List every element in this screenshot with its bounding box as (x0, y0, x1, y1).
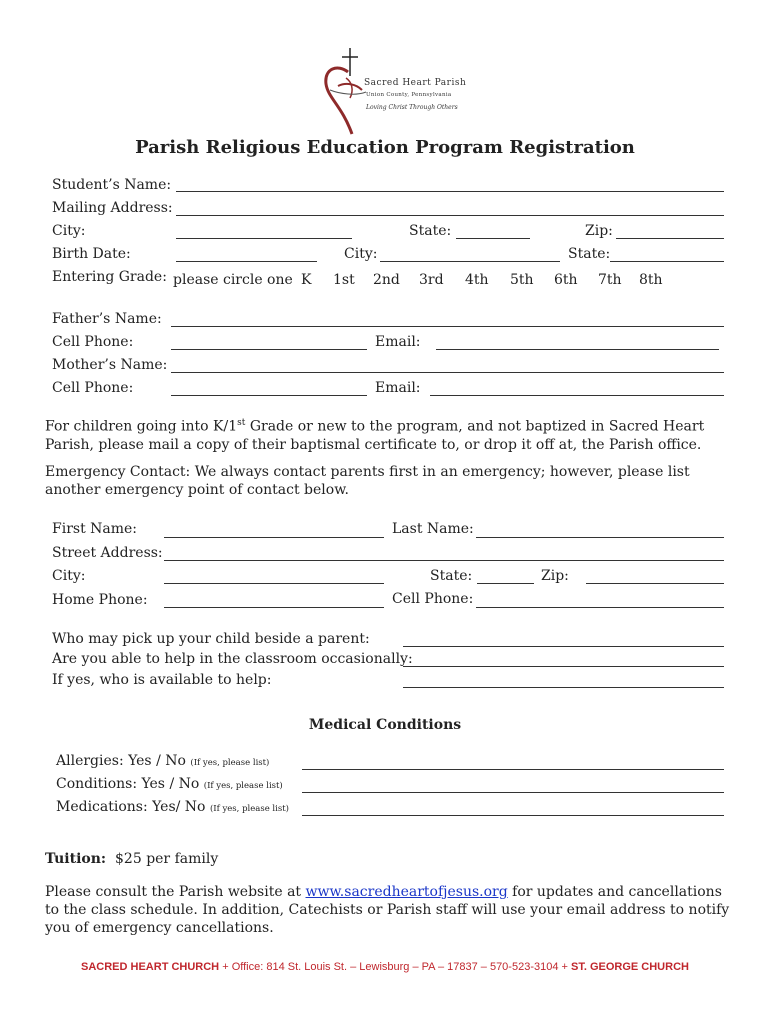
grade-hint: please circle one (173, 272, 293, 288)
student-city-label: City: (52, 223, 86, 239)
emergency-home-field[interactable] (164, 607, 384, 608)
grade-option[interactable]: 8th (639, 272, 663, 288)
medical-heading: Medical Conditions (308, 717, 462, 733)
emergency-street-field[interactable] (164, 560, 724, 561)
mother-name-label: Mother’s Name: (52, 357, 168, 373)
father-email-label: Email: (375, 334, 421, 350)
tuition-value: $25 per family (115, 851, 219, 867)
emergency-zip-label: Zip: (541, 568, 569, 584)
who-field[interactable] (403, 687, 724, 688)
allergies-label: Allergies: Yes / No (56, 753, 186, 769)
emergency-first-field[interactable] (164, 537, 384, 538)
emergency-note: Emergency Contact: We always contact parents first in an emergency; however, please list another emergency point of contact below. (45, 464, 690, 498)
father-email-field[interactable] (436, 349, 719, 350)
conditions-field[interactable] (302, 792, 724, 793)
student-zip-field[interactable] (616, 238, 724, 239)
emergency-cell-field[interactable] (476, 607, 724, 608)
who-question: If yes, who is available to help: (52, 672, 272, 688)
consult-paragraph: Please consult the Parish website at www.sacredheartofjesus.org for updates and cancellations to the class schedule. In addition, Catechists or Parish staff will use your email address to notify you of emergency cancellations. (45, 884, 730, 936)
father-name-field[interactable] (171, 326, 724, 327)
pickup-field[interactable] (403, 646, 724, 647)
emergency-city-label: City: (52, 568, 86, 584)
logo-location: Union County, Pennsylvania (366, 92, 452, 98)
birth-date-label: Birth Date: (52, 246, 131, 262)
medications-note: (If yes, please list) (209, 804, 289, 814)
birth-city-field[interactable] (380, 261, 560, 262)
page-title: Parish Religious Education Program Registration (135, 137, 635, 158)
parish-website-link[interactable]: www.sacredheartofjesus.org (305, 884, 508, 900)
medications-label: Medications: Yes/ No (56, 799, 206, 815)
parish-logo (316, 46, 466, 138)
footer-church1: SACRED HEART CHURCH (81, 961, 220, 973)
help-question: Are you able to help in the classroom occasionally: (52, 651, 413, 667)
allergies-row (56, 753, 269, 771)
mother-email-label: Email: (375, 380, 421, 396)
student-name-field[interactable] (176, 191, 724, 192)
logo-motto: Loving Christ Through Others (366, 104, 458, 111)
emergency-city-field[interactable] (164, 583, 384, 584)
grade-option[interactable]: 1st (333, 272, 355, 288)
baptism-note: For children going into K/1st Grade or new to the program, and not baptized in Sacred Heart Parish, please mail a copy of their baptismal certificate to, or drop it off at, the Parish office. (45, 418, 705, 453)
mailing-address-field[interactable] (176, 215, 724, 216)
grade-option[interactable]: 5th (510, 272, 534, 288)
emergency-state-field[interactable] (477, 583, 534, 584)
grade-option[interactable]: 3rd (419, 272, 444, 288)
mother-cell-label: Cell Phone: (52, 380, 134, 396)
emergency-first-label: First Name: (52, 521, 138, 537)
student-state-field[interactable] (456, 238, 530, 239)
father-cell-field[interactable] (171, 349, 367, 350)
entering-grade-label: Entering Grade: (52, 269, 167, 285)
birth-date-field[interactable] (176, 261, 317, 262)
emergency-state-label: State: (430, 568, 473, 584)
mother-email-field[interactable] (430, 395, 724, 396)
father-name-label: Father’s Name: (52, 311, 162, 327)
emergency-cell-label: Cell Phone: (392, 591, 474, 607)
footer-office: Office: 814 St. Louis St. – Lewisburg – PA – 17837 – 570-523-3104 (231, 961, 559, 973)
mother-name-field[interactable] (171, 372, 724, 373)
help-field[interactable] (403, 666, 724, 667)
student-state-label: State: (409, 223, 452, 239)
tuition-row (45, 851, 218, 867)
grade-option[interactable]: 6th (554, 272, 578, 288)
grade-option[interactable]: 7th (598, 272, 622, 288)
medications-field[interactable] (302, 815, 724, 816)
allergies-field[interactable] (302, 769, 724, 770)
mailing-address-label: Mailing Address: (52, 200, 173, 216)
birth-state-label: State: (568, 246, 611, 262)
conditions-note: (If yes, please list) (203, 781, 283, 791)
logo-name: Sacred Heart Parish (364, 78, 467, 88)
birth-city-label: City: (344, 246, 378, 262)
emergency-last-label: Last Name: (392, 521, 474, 537)
grade-option[interactable]: 2nd (373, 272, 400, 288)
birth-state-field[interactable] (610, 261, 724, 262)
conditions-row (56, 776, 283, 794)
emergency-zip-field[interactable] (586, 583, 724, 584)
medications-row (56, 799, 289, 817)
grade-option[interactable]: K (301, 272, 312, 288)
conditions-label: Conditions: Yes / No (56, 776, 200, 792)
footer: SACRED HEART CHURCH + Office: 814 St. Louis St. – Lewisburg – PA – 17837 – 570-523-3104 + ST. GEORGE CHURCH (81, 961, 689, 973)
student-city-field[interactable] (176, 238, 352, 239)
allergies-note: (If yes, please list) (190, 758, 270, 768)
grade-option[interactable]: 4th (465, 272, 489, 288)
emergency-last-field[interactable] (476, 537, 724, 538)
pickup-question: Who may pick up your child beside a parent: (52, 631, 370, 647)
student-name-label: Student’s Name: (52, 177, 172, 193)
student-zip-label: Zip: (585, 223, 613, 239)
tuition-label: Tuition: (45, 851, 107, 867)
emergency-home-label: Home Phone: (52, 592, 148, 608)
emergency-street-label: Street Address: (52, 545, 163, 561)
father-cell-label: Cell Phone: (52, 334, 134, 350)
footer-church2: ST. GEORGE CHURCH (571, 961, 689, 973)
mother-cell-field[interactable] (171, 395, 367, 396)
